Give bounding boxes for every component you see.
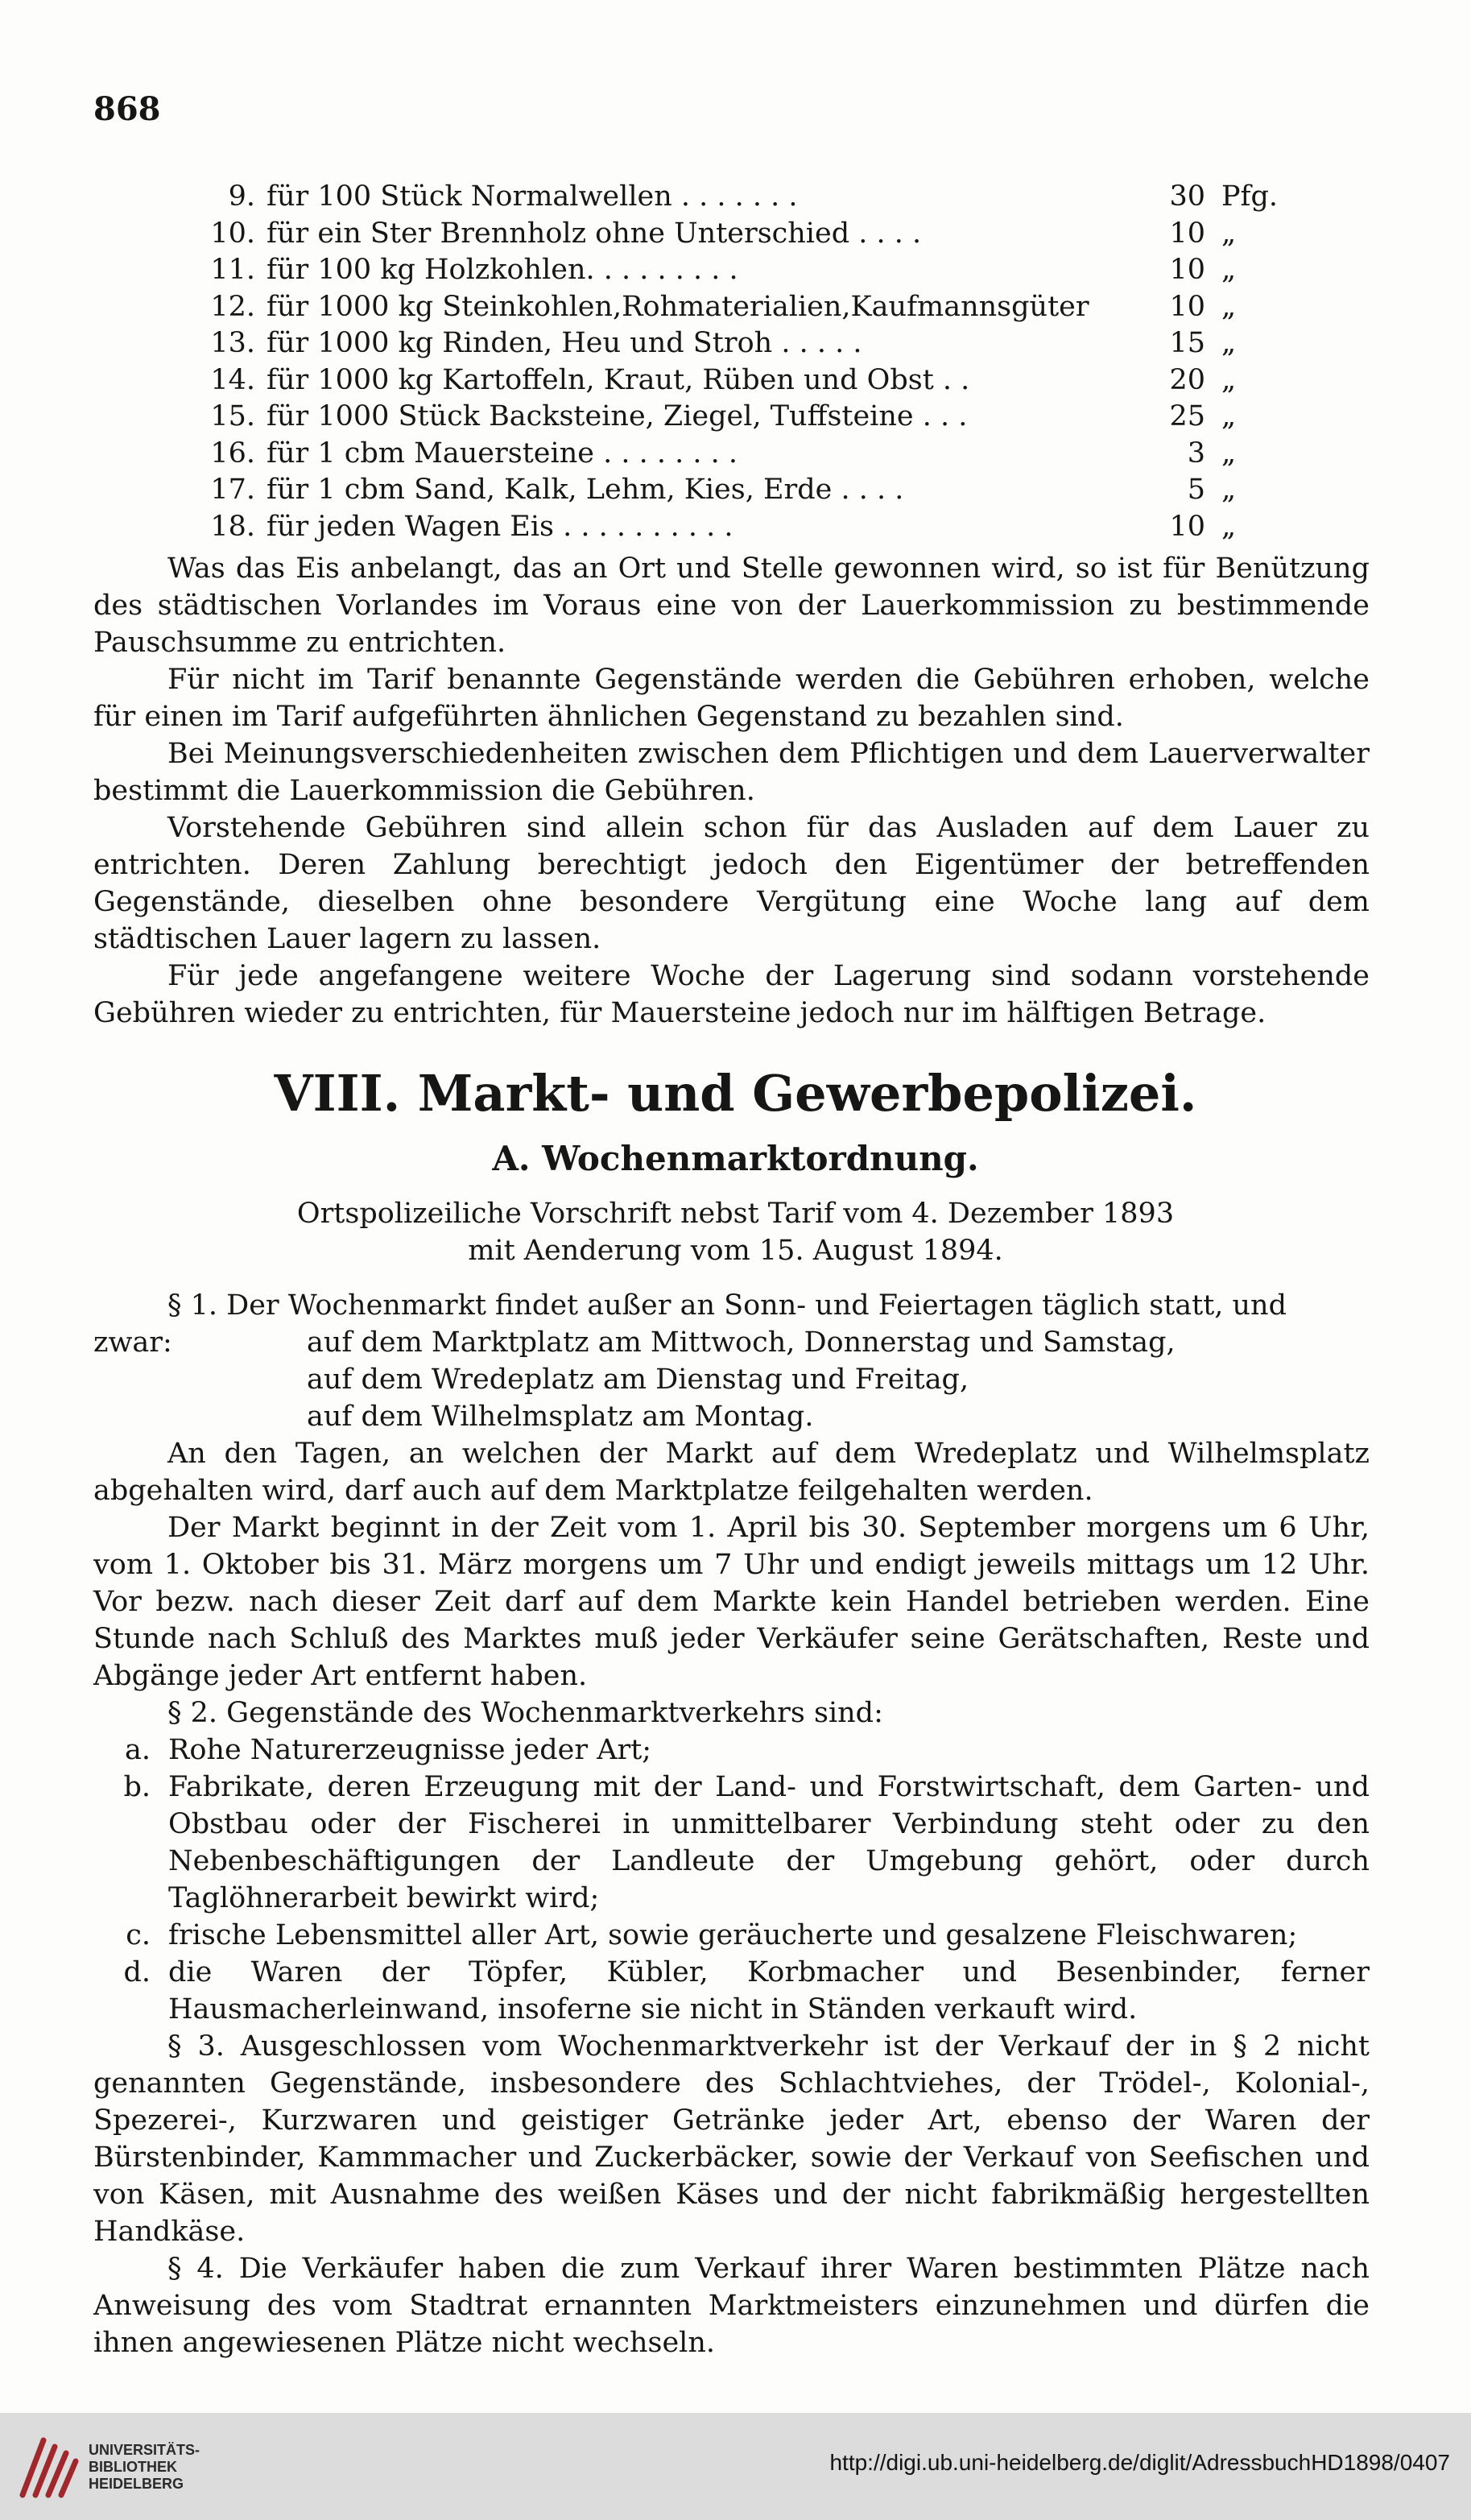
- footer-bar: [0, 2413, 1471, 2520]
- tariff-row-text: für 1 cbm Sand, Kalk, Lehm, Kies, Erde . . . .: [267, 474, 904, 506]
- tariff-row-price: 30: [1169, 180, 1205, 213]
- tariff-row-number: 15.: [210, 400, 255, 432]
- tariff-table: [205, 179, 1279, 545]
- list-item: [93, 1732, 1370, 1769]
- tariff-row: [205, 179, 1279, 216]
- tariff-row-unit: „: [1221, 290, 1237, 323]
- tariff-row-number: 13.: [210, 327, 255, 359]
- list-item-mark: c.: [126, 1919, 151, 1951]
- decree-caption: [0, 1195, 1471, 1269]
- tariff-row-text: für 100 kg Holzkohlen. . . . . . . . .: [267, 254, 738, 286]
- decree-line: Ortspolizeiliche Vorschrift nebst Tarif vom 4. Dezember 1893: [296, 1198, 1175, 1230]
- decree-line: mit Aenderung vom 15. August 1894.: [468, 1235, 1003, 1267]
- tariff-row: [205, 436, 1276, 473]
- paragraph: Was das Eis anbelangt, das an Ort und Stelle gewonnen wird, so ist für Benützung des städtischen Vorlandes im Voraus eine von der Lauerkommission zu bestimmende Pauschsumme zu entrichten.: [93, 552, 1370, 659]
- tariff-row-price: 25: [1169, 400, 1205, 432]
- library-name-line: BIBLIOTHEK: [89, 2459, 177, 2475]
- tariff-row-number: 14.: [210, 363, 255, 396]
- tariff-row-number: 12.: [210, 290, 255, 323]
- tariff-row: [205, 325, 1276, 362]
- university-library-logo-icon: [11, 2429, 87, 2505]
- tariff-row: [205, 472, 1276, 509]
- list-item-mark: b.: [123, 1771, 151, 1803]
- tariff-row-unit: „: [1221, 510, 1237, 543]
- tariff-row-price: 5: [1187, 474, 1205, 506]
- tariff-row-text: für 100 Stück Normalwellen . . . . . . .: [267, 180, 798, 213]
- paragraph: Der Markt beginnt in der Zeit vom 1. April bis 30. September morgens um 6 Uhr, vom 1. Oktober bis 31. März morgens um 7 Uhr und endigt jeweils mittags um 12 Uhr. Vor bezw. nach dieser Zeit darf auf dem Markte kein Handel betrieben werden. Eine Stunde nach Schluß des Marktes muß jeder Verkäufer seine Gerätschaften, Reste und Abgänge jeder Art entfernt haben.: [93, 1512, 1370, 1692]
- tariff-row-price: 10: [1169, 510, 1205, 543]
- tariff-row-text: für 1000 Stück Backsteine, Ziegel, Tuffsteine . . .: [267, 400, 968, 432]
- tariff-row: [205, 289, 1276, 326]
- market-regulations: [93, 1287, 1370, 2361]
- tariff-row-unit: „: [1221, 437, 1237, 470]
- section-2-heading: § 2. Gegenstände des Wochenmarktverkehrs sind:: [167, 1697, 883, 1729]
- section-title: VIII. Markt- und Gewerbepolizei.: [274, 1064, 1197, 1123]
- tariff-row-unit: „: [1221, 400, 1237, 432]
- tariff-row-unit: „: [1221, 254, 1237, 286]
- list-item-mark: a.: [125, 1734, 151, 1766]
- paragraph: Für nicht im Tarif benannte Gegenstände werden die Gebühren erhoben, welche für einen im Tarif aufgeführten ähnlichen Gegenstand zu bezahlen sind.: [93, 664, 1370, 733]
- tariff-row: [205, 509, 1276, 546]
- tariff-row-price: 10: [1169, 217, 1205, 250]
- page-number: 868: [93, 90, 161, 128]
- list-item-text: Rohe Naturerzeugnisse jeder Art;: [168, 1734, 652, 1766]
- sub-title: A. Wochenmarktordnung.: [492, 1139, 979, 1178]
- tariff-row-unit: „: [1221, 217, 1237, 250]
- tariff-row-text: für 1 cbm Mauersteine . . . . . . . .: [267, 437, 738, 470]
- tariff-row-price: 10: [1169, 290, 1205, 323]
- list-item: [93, 1954, 1370, 2028]
- tariff-row-number: 18.: [210, 510, 255, 543]
- tariff-row-price: 10: [1169, 254, 1205, 286]
- section-1-zwar: zwar:: [93, 1326, 172, 1359]
- source-url-link[interactable]: http://digi.ub.uni-heidelberg.de/diglit/AdressbuchHD1898/0407: [829, 2450, 1450, 2475]
- section-4-paragraph: § 4. Die Verkäufer haben die zum Verkauf ihrer Waren bestimmten Plätze nach Anweisung des vom Stadtrat ernannten Marktmeisters einzunehmen und dürfen die ihnen angewiesenen Plätze nicht wechseln.: [93, 2253, 1370, 2359]
- tariff-row-text: für 1000 kg Rinden, Heu und Stroh . . . . .: [267, 327, 862, 359]
- paragraph: An den Tagen, an welchen der Markt auf dem Wredeplatz und Wilhelmsplatz abgehalten wird, darf auch auf dem Marktplatze feilgehalten werden.: [93, 1438, 1370, 1507]
- tariff-row-text: für ein Ster Brennholz ohne Unterschied . . . .: [267, 217, 922, 250]
- tariff-row-text: für 1000 kg Kartoffeln, Kraut, Rüben und Obst . .: [267, 363, 970, 396]
- tariff-row-unit: „: [1221, 363, 1237, 396]
- tariff-row-unit: „: [1221, 474, 1237, 506]
- tariff-row-text: für jeden Wagen Eis . . . . . . . . . .: [267, 510, 733, 543]
- library-name-line: HEIDELBERG: [89, 2476, 184, 2492]
- list-item-text: die Waren der Töpfer, Kübler, Korbmacher und Besenbinder, ferner Hausmacherleinwand, insoferne sie nicht in Ständen verkauft wird.: [168, 1956, 1370, 2026]
- location-line: auf dem Marktplatz am Mittwoch, Donnerstag und Samstag,: [307, 1326, 1176, 1359]
- tariff-row-number: 17.: [210, 474, 255, 506]
- tariff-row-price: 3: [1187, 437, 1205, 470]
- section-1-locations: [93, 1324, 1370, 1435]
- tariff-row-number: 10.: [210, 217, 255, 250]
- tariff-row: [205, 399, 1276, 436]
- tariff-row-number: 11.: [210, 254, 255, 286]
- tariff-row-unit: Pfg.: [1221, 180, 1279, 213]
- paragraph: Bei Meinungsverschiedenheiten zwischen dem Pflichtigen und dem Lauerverwalter bestimmt die Lauerkommission die Gebühren.: [93, 738, 1370, 807]
- location-line: auf dem Wredeplatz am Dienstag und Freitag,: [307, 1363, 969, 1396]
- paragraph: Vorstehende Gebühren sind allein schon für das Ausladen auf dem Lauer zu entrichten. Deren Zahlung berechtigt jedoch den Eigentümer der betreffenden Gegenstände, dieselben ohne besondere Vergütung eine Woche lang auf dem städtischen Lauer lagern zu lassen.: [93, 812, 1370, 955]
- library-name: [89, 2442, 200, 2493]
- tariff-row-text: für 1000 kg Steinkohlen,Rohmaterialien,Kaufmannsgüter: [267, 290, 1089, 323]
- section-3-paragraph: § 3. Ausgeschlossen vom Wochenmarktverkehr ist der Verkauf der in § 2 nicht genannten Gegenstände, insbesondere des Schlachtviehes, der Trödel-, Kolonial-, Spezerei-, Kurzwaren und geistiger Getränke jeder Art, ebenso der Waren der Bürstenbinder, Kammmacher und Zuckerbäcker, sowie der Verkauf von Seefischen und von Käsen, mit Ausnahme des weißen Käses und der nicht fabrikmäßig hergestellten Handkäse.: [93, 2030, 1370, 2248]
- list-item-text: Fabrikate, deren Erzeugung mit der Land- und Forstwirtschaft, dem Garten- und Obstbau oder der Fischerei in unmittelbarer Verbindung steht oder zu den Nebenbeschäftigungen der Landleute der Umgebung gehört, oder durch Taglöhnerarbeit bewirkt wird;: [168, 1771, 1370, 1914]
- list-item-mark: d.: [123, 1956, 151, 1988]
- tariff-row-price: 15: [1169, 327, 1205, 359]
- tariff-row-unit: „: [1221, 327, 1237, 359]
- tariff-row-price: 20: [1169, 363, 1205, 396]
- paragraph: Für jede angefangene weitere Woche der Lagerung sind sodann vorstehende Gebühren wieder zu entrichten, für Mauersteine jedoch nur im hälftigen Betrage.: [93, 960, 1370, 1029]
- library-name-line: UNIVERSITÄTS-: [89, 2442, 200, 2458]
- section-1-intro: § 1. Der Wochenmarkt findet außer an Sonn- und Feiertagen täglich statt, und: [167, 1289, 1287, 1322]
- tariff-notes: [93, 550, 1370, 1032]
- list-item-text: frische Lebensmittel aller Art, sowie geräucherte und gesalzene Fleischwaren;: [168, 1919, 1298, 1951]
- list-item: [93, 1769, 1370, 1917]
- tariff-row-number: 9.: [228, 180, 255, 213]
- section-2-list: [93, 1732, 1370, 2028]
- tariff-row-number: 16.: [210, 437, 255, 470]
- tariff-row: [205, 362, 1276, 399]
- tariff-row: [205, 216, 1276, 253]
- list-item: [93, 1917, 1370, 1954]
- location-line: auf dem Wilhelmsplatz am Montag.: [307, 1401, 814, 1433]
- tariff-row: [205, 252, 1276, 289]
